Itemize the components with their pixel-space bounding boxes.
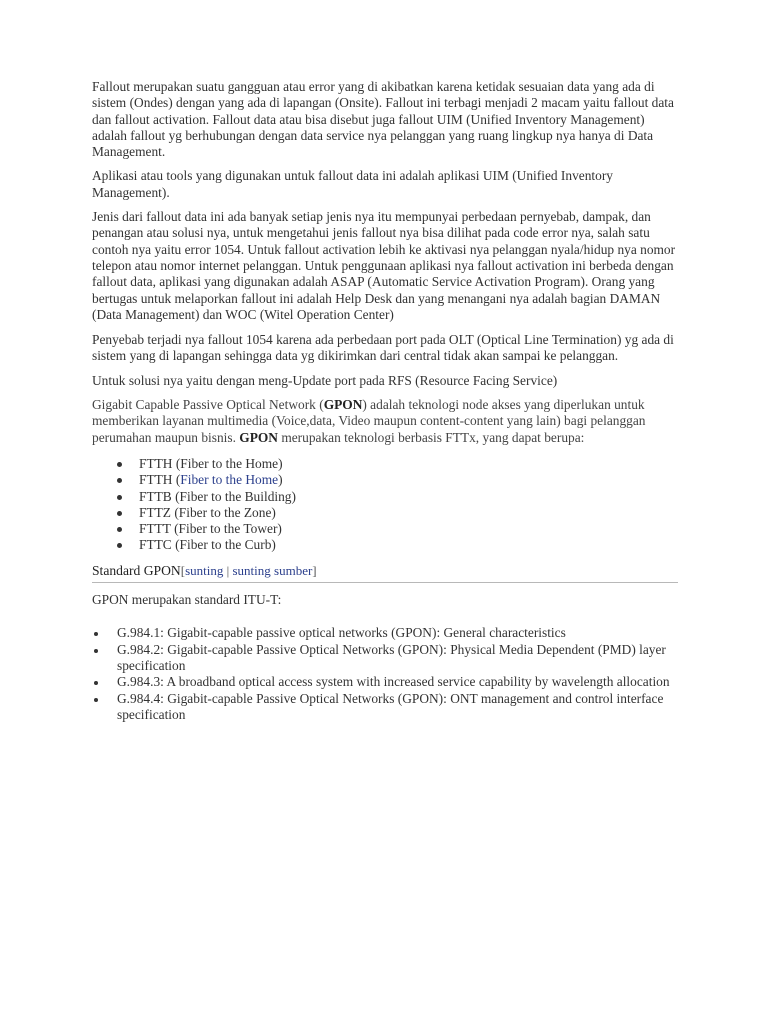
section-heading-standard-gpon <box>92 563 678 583</box>
list-item: FTTZ (Fiber to the Zone) <box>117 505 678 521</box>
section-title: Standard GPON <box>92 562 181 578</box>
paragraph-itu-intro: GPON merupakan standard ITU-T: <box>92 592 282 608</box>
list-item: G.984.4: Gigabit-capable Passive Optical Networks (GPON): ONT management and control interface specification <box>92 691 678 724</box>
list-item: G.984.1: Gigabit-capable passive optical networks (GPON): General characteristics <box>92 625 678 641</box>
list-item: FTTB (Fiber to the Building) <box>117 489 678 505</box>
list-item <box>117 472 678 488</box>
edit-separator: | <box>223 562 233 578</box>
gpon-bold-term: GPON <box>239 429 278 445</box>
edit-link[interactable]: sunting <box>185 562 224 578</box>
list-item: G.984.2: Gigabit-capable Passive Optical Networks (GPON): Physical Media Dependent (PMD) layer specification <box>92 642 678 675</box>
paragraph-uim-application: Aplikasi atau tools yang digunakan untuk fallout data ini adalah aplikasi UIM (Unified Inventory Management). <box>92 168 613 200</box>
itu-standards-list <box>92 625 678 723</box>
paragraph-fallout-definition: Fallout merupakan suatu gangguan atau error yang di akibatkan karena ketidak sesuaian data yang ada di sistem (Ondes) dengan yang ada di lapangan (Onsite). Fallout ini terbagi menjadi 2 macam yaitu fallout data dan fallout activation. Fallout data atau bisa disebut juga fallout UIM (Unified Inventory Management) adalah fallout yg berhubungan dengan data service nya pelanggan yang ruang lingkup nya hanya di Data Management. <box>92 79 674 160</box>
list-item: FTTH (Fiber to the Home) <box>117 456 678 472</box>
paragraph-fallout-1054-cause: Penyebab terjadi nya fallout 1054 karena ada perbedaan port pada OLT (Optical Line Termination) yg ada di sistem yang di lapangan sehingga data yg dikirimkan dari central tidak akan sampai ke pelanggan. <box>92 332 674 364</box>
edit-links <box>181 563 317 578</box>
list-item-text: FTTH ( <box>139 472 181 488</box>
gpon-intro-text-3: merupakan teknologi berbasis FTTx, yang dapat berupa: <box>277 429 585 445</box>
list-item: G.984.3: A broadband optical access system with increased service capability by wavelength allocation <box>92 674 678 690</box>
fiber-to-the-home-link[interactable]: Fiber to the Home <box>180 472 279 488</box>
fttx-list <box>92 456 678 554</box>
list-item: FTTC (Fiber to the Curb) <box>117 537 678 553</box>
list-item: FTTT (Fiber to the Tower) <box>117 521 678 537</box>
gpon-intro-text-1: Gigabit Capable Passive Optical Network ( <box>92 397 324 413</box>
paragraph-fallout-solution: Untuk solusi nya yaitu dengan meng-Update port pada RFS (Resource Facing Service) <box>92 372 558 388</box>
gpon-bold-term: GPON <box>323 397 363 413</box>
bracket-open: [ <box>180 562 186 578</box>
bracket-close: ] <box>312 562 317 578</box>
list-item-text: ) <box>278 472 283 488</box>
paragraph-fallout-types: Jenis dari fallout data ini ada banyak setiap jenis nya itu mempunyai perbedaan pernyebab, dampak, dan penangan atau solusi nya, untuk mengetahui jenis fallout nya bisa dilihat pada code error nya, salah satu contoh nya yaitu error 1054. Untuk fallout activation lebih ke aktivasi nya pelanggan nyala/hidup nya nomor telepon atau nomor internet pelanggan. Untuk penggunaan aplikasi nya fallout activation ini berbeda dengan fallout data, aplikasi yang digunakan adalah ASAP (Automatic Service Activation Program). Orang yang bertugas untuk melaporkan fallout ini adalah Help Desk dan yang menangani nya adalah bagian DAMAN (Data Management) dan WOC (Witel Operation Center) <box>92 209 676 322</box>
edit-source-link[interactable]: sunting sumber <box>232 562 313 578</box>
gpon-intro-text-2: ) adalah teknologi node akses yang diperlukan untuk memberikan layanan multimedia (Voice,data, Video maupun content-content yang lain) bagi pelanggan perumahan maupun bisnis. <box>92 397 646 445</box>
paragraph-gpon-intro <box>92 397 678 446</box>
